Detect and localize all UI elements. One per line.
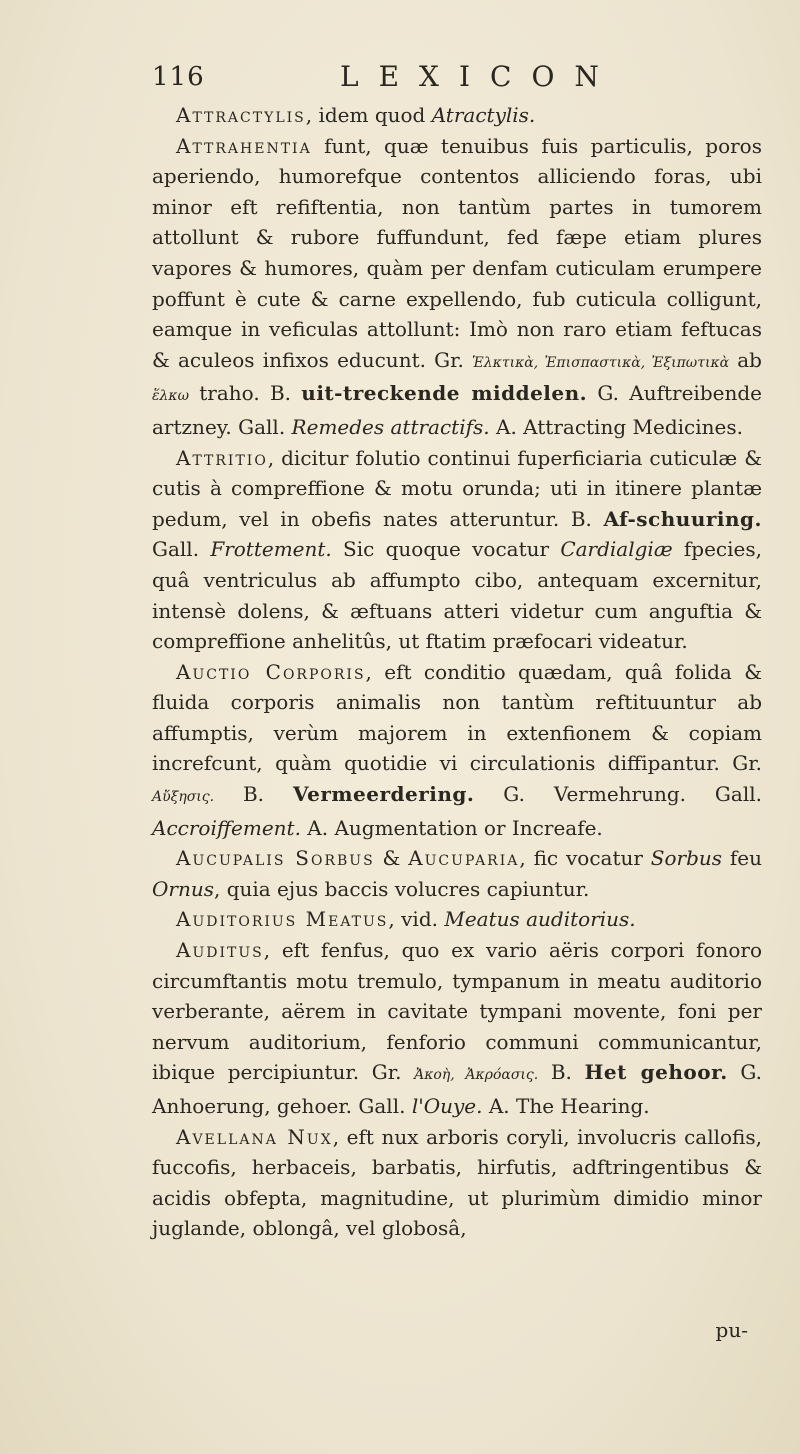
entry-auditus: Auditus, eft fenfus, quo ex vario aëris corpori fonoro circumftantis motu tremulo, tympanum in meatu auditorio verberante, aërem in cavitate tympani movente, foni per nervum auditorium, fenforio communi communicantur, ibique percipiuntur. Gr. Ἀκοὴ, Ἀκρόασις. B. Het gehoor. G. Anhoerung, gehoer. Gall. l'Ouye. A. The Hearing. <box>152 938 762 1118</box>
entry-attractylis: Attractylis, idem quod Atractylis. <box>176 103 536 127</box>
page-header <box>152 62 752 102</box>
entry-auditorius-meatus: Auditorius Meatus, vid. Meatus auditorius. <box>176 907 636 932</box>
page-number: 116 <box>152 62 205 92</box>
catchword: pu- <box>715 1318 748 1342</box>
entry-attritio: Attritio, dicitur folutio continui fuperficiaria cuticulæ & cutis à compreffione & motu orunda; uti in itinere plantæ pedum, vel in obefis nates atteruntur. B. Af-schuuring. Gall. Frottement. Sic quoque vocatur Cardialgiæ fpecies, quâ ventriculus ab affumpto cibo, antequam excernitur, intensè dolens, & æftuans atteri videtur cum anguftia & compreffione anhelitûs, ut ftatim præfocari videatur. <box>152 445 762 654</box>
entry-avellana-nux: Avellana Nux, eft nux arboris coryli, involucris callofis, fuccofis, herbaceis, barbatis, hirfutis, adftringentibus & acidis obfepta, magnitudine, ut plurimùm dimidio minor juglande, oblongâ, vel globosâ, <box>152 1124 762 1241</box>
entry-attrahentia: Attrahentia funt, quæ tenuibus fuis particulis, poros aperiendo, humorefque contentos alliciendo foras, ubi minor eft refiftentia, non tantùm partes in tumorem attollunt & rubore fuffundunt, fed fæpe etiam plures vapores & humores, quàm per denfam cuticulam erumpere poffunt è cute & carne expellendo, fub cuticula colligunt, eamque in veficulas attollunt: Imò non raro etiam feftucas & aculeos infixos educunt. Gr. Ἑλκτικὰ, Ἐπισπαστικὰ, Ἐξιπωτικὰ ab ἕλκω traho. B. uit-treckende middelen. G. Auftreibende artzney. Gall. Remedes attractifs. A. Attracting Medicines. <box>152 133 762 439</box>
entry-aucupalis-sorbus: Aucupalis Sorbus & Aucuparia, fic vocatur Sorbus feu Ornus, quia ejus baccis volucres capiuntur. <box>152 846 763 901</box>
lexicon-body <box>152 100 762 1244</box>
running-title: LEXICON <box>340 60 619 93</box>
entry-auctio-corporis: Auctio Corporis, eft conditio quædam, quâ folida & fluida corporis animalis non tantùm reftituuntur ab affumptis, verùm majorem in extenfionem & copiam increfcunt, quàm quotidie vi circulationis diffipantur. Gr. Αὔξησις. B. Vermeerdering. G. Vermehrung. Gall. Accroiffement. A. Augmentation or Increafe. <box>152 659 762 840</box>
